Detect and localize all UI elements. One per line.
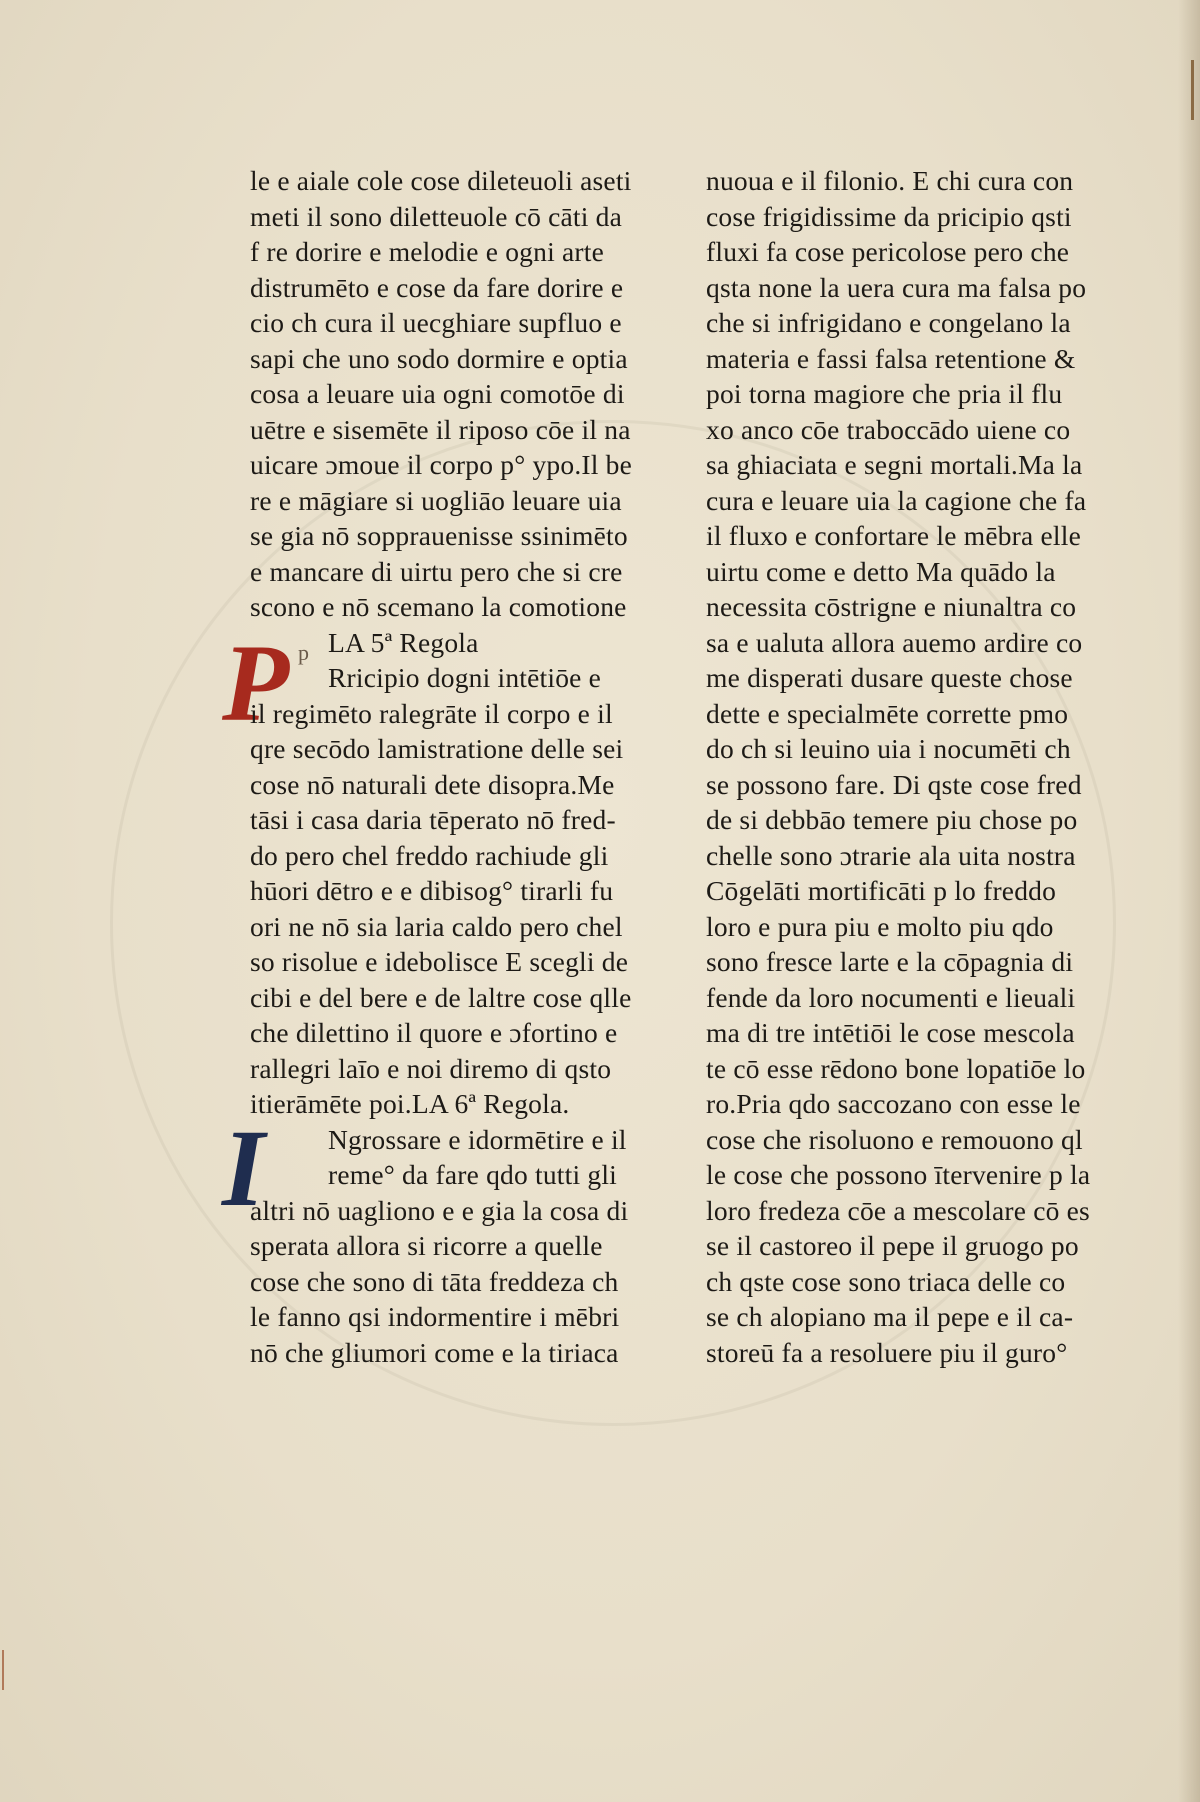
text-line: do ch si leuino uia i nocumēti ch — [706, 733, 1071, 764]
text-line: se ch alopiano ma il pepe e il ca- — [706, 1301, 1074, 1332]
text-line: il regimēto ralegrāte il corpo e il — [250, 697, 613, 729]
text-line: hūori dētro e e dibisog° tirarli fu — [250, 875, 614, 906]
text-line: sapi che uno sodo dormire e optia — [250, 342, 628, 374]
text-line: qsta none la uera cura ma falsa po — [706, 271, 1087, 303]
text-line: Cōgelāti mortificāti p lo freddo — [706, 875, 1057, 906]
text-line: cura e leuare uia la cagione che fa — [706, 484, 1087, 516]
text-line: che si infrigidano e congelano la — [706, 307, 1071, 338]
text-line: le cose che possono ītervenire p la — [706, 1159, 1091, 1190]
text-line: cose nō naturali dete disopra.Me — [250, 768, 615, 800]
text-line: de si debbāo temere piu chose po — [706, 804, 1078, 835]
text-line: che dilettino il quore e ɔfortino e — [250, 1017, 618, 1048]
text-line: ma di tre intētiōi le cose mescola — [706, 1017, 1075, 1048]
text-line: uicare ɔmoue il corpo p° ypo.Il be — [250, 449, 633, 480]
text-line: nō che gliumori come e la tiriaca — [250, 1336, 619, 1368]
text-line: me disperati dusare queste chose — [706, 662, 1073, 693]
text-line: materia e fassi falsa retentione & — [706, 342, 1076, 374]
text-line: sperata allora si ricorre a quelle — [250, 1230, 603, 1261]
text-line: cose frigidissime da pricipio qsti — [706, 200, 1072, 232]
text-line: cio ch cura il uecghiare supfluo e — [250, 307, 622, 338]
text-line: se gia nō sopprauenisse ssinimēto — [250, 520, 628, 551]
text-line: le fanno qsi indormentire i mēbri — [250, 1301, 620, 1332]
text-line: chelle sono ɔtrarie ala uita nostra — [706, 839, 1076, 871]
text-line: nuoua e il filonio. E chi cura con — [706, 165, 1074, 196]
text-line: Ngrossare e idormētire e il — [328, 1123, 627, 1155]
text-line: LA 5ª Regola — [328, 626, 479, 658]
text-line: e mancare di uirtu pero che si cre — [250, 555, 623, 587]
text-line: uirtu come e detto Ma quādo la — [706, 555, 1056, 587]
text-line: dette e specialmēte corrette pmo — [706, 697, 1069, 729]
text-line: fluxi fa cose pericolose pero che — [706, 236, 1070, 267]
text-line: Rricipio dogni intētiōe e — [328, 662, 602, 693]
text-line: ch qste cose sono triaca delle co — [706, 1265, 1066, 1297]
text-line: scono e nō scemano la comotione — [250, 591, 627, 622]
text-line: rallegri laīo e noi diremo di qsto — [250, 1052, 612, 1084]
text-line: ori ne nō sia laria caldo pero chel — [250, 910, 623, 942]
text-line: le e aiale cole cose dileteuoli aseti — [250, 165, 632, 196]
text-line: f re dorire e melodie e ogni arte — [250, 236, 605, 267]
text-line: altri nō uagliono e e gia la cosa di — [250, 1194, 629, 1226]
text-line: poi torna magiore che pria il flu — [706, 378, 1063, 409]
text-line: sa ghiaciata e segni mortali.Ma la — [706, 449, 1083, 480]
text-line: ro.Pria qdo saccozano con esse le — [706, 1088, 1081, 1119]
margin-stain — [2, 1650, 4, 1690]
right-text-column — [706, 163, 1106, 1370]
text-line: qre secōdo lamistratione delle sei — [250, 733, 624, 764]
illuminated-initial-i: I — [222, 1107, 265, 1229]
page-edge-shadow — [1178, 0, 1200, 1802]
illuminated-initial-p: P — [222, 622, 290, 744]
left-text-column — [250, 163, 640, 1370]
text-line: sa e ualuta allora auemo ardire co — [706, 626, 1083, 658]
text-line: distrumēto e cose da fare dorire e — [250, 271, 624, 303]
text-line: cosa a leuare uia ogni comotōe di — [250, 378, 625, 409]
text-line: do pero chel freddo rachiude gli — [250, 839, 609, 871]
page-edge-stain — [1191, 60, 1194, 120]
text-line: loro fredeza cōe a mescolare cō es — [706, 1194, 1090, 1226]
text-line: itierāmēte poi.LA 6ª Regola. — [250, 1088, 570, 1119]
text-line: uētre e sisemēte il riposo cōe il na — [250, 413, 631, 445]
text-line: se possono fare. Di qste cose fred — [706, 768, 1082, 800]
text-line: sono fresce larte e la cōpagnia di — [706, 946, 1074, 977]
text-line: il fluxo e confortare le mēbra elle — [706, 520, 1082, 551]
text-line: xo anco cōe traboccādo uiene co — [706, 413, 1071, 445]
text-line: cibi e del bere e de laltre cose qlle — [250, 981, 632, 1013]
text-line: cose che sono di tāta freddeza ch — [250, 1265, 619, 1297]
text-line: meti il sono diletteuole cō cāti da — [250, 200, 623, 232]
text-line: loro e pura piu e molto piu qdo — [706, 910, 1054, 942]
text-line: tāsi i casa daria tēperato nō fred- — [250, 804, 616, 835]
guide-letter: p — [298, 640, 309, 665]
text-line: necessita cōstrigne e niunaltra co — [706, 591, 1077, 622]
text-line: fende da loro nocumenti e lieuali — [706, 981, 1076, 1013]
text-line: cose che risoluono e remouono ql — [706, 1123, 1083, 1155]
text-line: so risolue e idebolisce E scegli de — [250, 946, 629, 977]
text-line: storeū fa a resoluere piu il guro° — [706, 1336, 1068, 1368]
text-line: re e māgiare si uogliāo leuare uia — [250, 484, 622, 516]
text-line: reme° da fare qdo tutti gli — [328, 1159, 618, 1190]
text-line: te cō esse rēdono bone lopatiōe lo — [706, 1052, 1086, 1084]
text-line: se il castoreo il pepe il gruogo po — [706, 1230, 1079, 1261]
